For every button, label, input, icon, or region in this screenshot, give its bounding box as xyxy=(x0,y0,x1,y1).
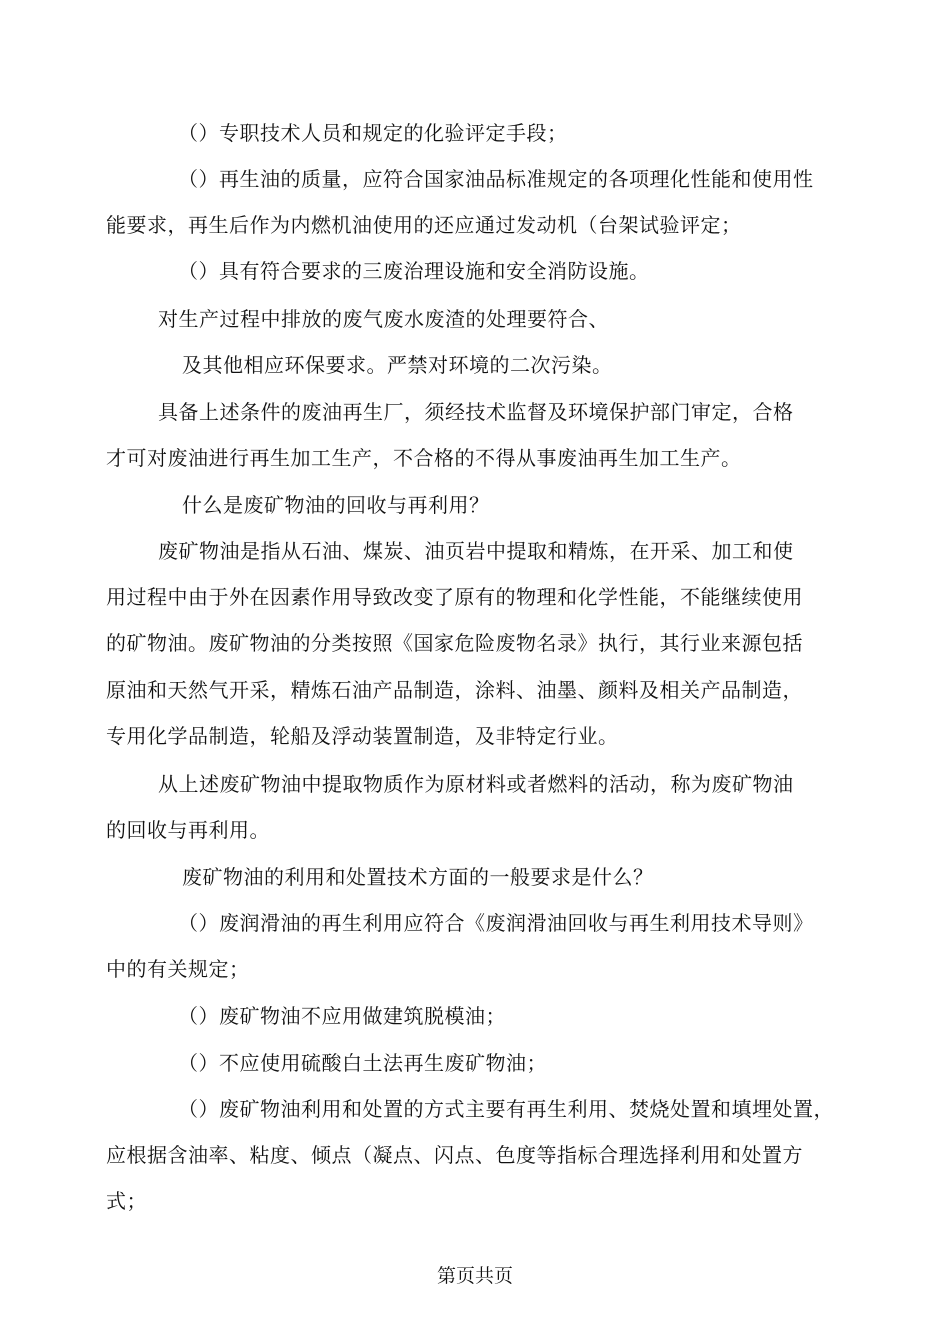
text-line: 及其他相应环保要求。严禁对环境的二次污染。 xyxy=(182,353,613,377)
text-line: （）废矿物油不应用做建筑脱模油； xyxy=(178,1004,506,1028)
section-heading: 什么是废矿物油的回收与再利用？ xyxy=(182,493,490,517)
text-line: 的矿物油。废矿物油的分类按照《国家危险废物名录》执行，其行业来源包括 xyxy=(106,631,803,655)
text-line: 才可对废油进行再生加工生产，不合格的不得从事废油再生加工生产。 xyxy=(106,446,742,470)
text-line: 原油和天然气开采，精炼石油产品制造，涂料、油墨、颜料及相关产品制造， xyxy=(106,678,803,702)
text-line: 的回收与再利用。 xyxy=(106,818,270,842)
text-line: 能要求，再生后作为内燃机油使用的还应通过发动机（台架试验评定； xyxy=(106,213,742,237)
text-line: 专用化学品制造，轮船及浮动装置制造，及非特定行业。 xyxy=(106,724,619,748)
text-line: （）不应使用硫酸白土法再生废矿物油； xyxy=(178,1051,547,1075)
text-line: 应根据含油率、粘度、倾点（凝点、闪点、色度等指标合理选择利用和处置方 xyxy=(106,1143,803,1167)
text-line: 中的有关规定； xyxy=(106,957,250,981)
text-line: （）废润滑油的再生利用应符合《废润滑油回收与再生利用技术导则》 xyxy=(178,911,814,935)
text-line: （）具有符合要求的三废治理设施和安全消防设施。 xyxy=(178,259,650,283)
text-line: 具备上述条件的废油再生厂，须经技术监督及环境保护部门审定，合格 xyxy=(158,400,794,424)
text-line: 废矿物油是指从石油、煤炭、油页岩中提取和精炼，在开采、加工和使 xyxy=(158,539,794,563)
text-line: 对生产过程中排放的废气废水废渣的处理要符合、 xyxy=(158,307,609,331)
section-heading: 废矿物油的利用和处置技术方面的一般要求是什么？ xyxy=(182,865,654,889)
text-line: 用过程中由于外在因素作用导致改变了原有的物理和化学性能，不能继续使用 xyxy=(106,585,803,609)
text-line: （）废矿物油利用和处置的方式主要有再生利用、焚烧处置和填埋处置， xyxy=(178,1097,834,1121)
text-line: （）再生油的质量，应符合国家油品标准规定的各项理化性能和使用性 xyxy=(178,167,814,191)
text-line: 式； xyxy=(106,1189,147,1213)
text-line: 从上述废矿物油中提取物质作为原材料或者燃料的活动，称为废矿物油 xyxy=(158,772,794,796)
text-line: （）专职技术人员和规定的化验评定手段； xyxy=(178,121,568,145)
page-footer: 第页共页 xyxy=(436,1265,513,1287)
